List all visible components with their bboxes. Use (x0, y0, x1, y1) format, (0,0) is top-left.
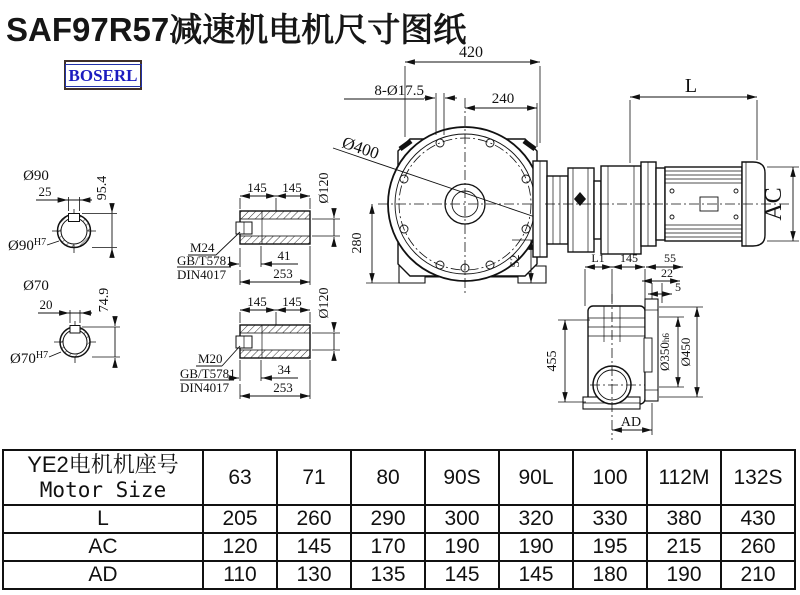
table-cell: 145 (277, 533, 351, 561)
sleeve-bottom-len-b: 145 (282, 294, 302, 309)
table-col-132S: 132S (721, 450, 795, 505)
table-cell: 260 (721, 533, 795, 561)
adapter-assembly (533, 161, 656, 257)
table-cell: 190 (647, 561, 721, 589)
table-cell: 130 (277, 561, 351, 589)
sleeve-top-view (177, 172, 340, 285)
hub70-bore-tol: H7 (35, 350, 49, 361)
side-dim-5: 5 (675, 280, 681, 294)
table-col-90S: 90S (425, 450, 499, 505)
sleeve-bottom-len-a: 145 (247, 294, 267, 309)
table-row-AC (3, 533, 795, 561)
table-cell: 210 (721, 561, 795, 589)
table-col-100: 100 (573, 450, 647, 505)
side-dim-flange-tol: h6 (661, 333, 671, 343)
table-cell: 380 (647, 505, 721, 533)
side-dim-L1: L1 (591, 251, 605, 265)
side-dim-flange (657, 333, 672, 371)
hub90-bore-text: Ø90 (8, 238, 34, 254)
sleeve-bottom-thread-label: M20 (198, 351, 223, 366)
table-cell: 330 (573, 505, 647, 533)
dim-bolt-holes-label: 8-Ø17.5 (374, 83, 424, 99)
dim-420-label: 420 (459, 44, 483, 61)
row-label-AD: AD (3, 561, 203, 589)
table-cell: 215 (647, 533, 721, 561)
table-cell: 120 (203, 533, 277, 561)
table-cell: 300 (425, 505, 499, 533)
page-title: SAF97R57减速机电机尺寸图纸 (6, 11, 467, 48)
side-dim-455: 455 (545, 350, 560, 372)
sleeve-bottom-view (180, 287, 340, 399)
sleeve-top-std-gb: GB/T5781 (177, 253, 233, 268)
sleeve-top-std-din: DIN4017 (177, 267, 227, 282)
hub90-bore-tol: H7 (33, 237, 47, 248)
side-dim-22: 22 (661, 266, 673, 280)
sleeve-top-len-a: 145 (247, 180, 267, 195)
sleeve-top-thread-label: M24 (190, 240, 215, 255)
table-cell: 180 (573, 561, 647, 589)
sleeve-bottom-total-label: 253 (273, 380, 293, 395)
table-cell: 260 (277, 505, 351, 533)
dim-52-label: 52 (507, 254, 522, 268)
hub70-label: Ø70 (23, 278, 49, 294)
table-col-63: 63 (203, 450, 277, 505)
hub90-label: Ø90 (23, 168, 49, 184)
side-dim-flange-text: Ø350 (657, 342, 672, 371)
hub90-key-width-label: 25 (38, 184, 52, 199)
dim-AC-label: AC (761, 187, 787, 221)
table-cell: 290 (351, 505, 425, 533)
table-header-en: Motor Size (39, 478, 167, 502)
sleeve-bottom-std-din: DIN4017 (180, 380, 230, 395)
table-cell: 145 (499, 561, 573, 589)
table-header-cn: YE2电机机座号 (27, 452, 179, 477)
table-col-80: 80 (351, 450, 425, 505)
table-cell: 110 (203, 561, 277, 589)
side-dim-145: 145 (620, 251, 638, 265)
table-cell: 430 (721, 505, 795, 533)
side-dim-outer: Ø450 (678, 337, 693, 367)
sleeve-bottom-depth-label: 34 (277, 362, 291, 377)
table-cell: 145 (425, 561, 499, 589)
hub70-height-label: 74.9 (97, 287, 112, 313)
table-cell: 135 (351, 561, 425, 589)
table-header-motor-size (3, 450, 203, 505)
hub90-height-label: 95.4 (95, 175, 110, 201)
table-cell: 190 (425, 533, 499, 561)
hub70-bore-label (10, 350, 48, 367)
table-cell: 320 (499, 505, 573, 533)
sleeve-top-depth-label: 41 (277, 248, 291, 263)
hub-bore-70-view (10, 278, 120, 367)
table-cell: 205 (203, 505, 277, 533)
hub-bore-90-view (8, 168, 117, 256)
table-col-90L: 90L (499, 450, 573, 505)
row-label-L: L (3, 505, 203, 533)
dim-L-label: L (684, 75, 698, 97)
dim-280-label: 280 (350, 232, 365, 254)
sleeve-top-len-b: 145 (282, 180, 302, 195)
sleeve-bottom-bore-label: Ø120 (317, 287, 332, 319)
hub70-bore-text: Ø70 (10, 351, 36, 367)
sleeve-bottom-std-gb: GB/T5781 (180, 366, 236, 381)
table-cell: 190 (499, 533, 573, 561)
table-row-AD (3, 561, 795, 589)
side-dim-55: 55 (664, 251, 676, 265)
table-cell: 195 (573, 533, 647, 561)
diameter-400-label: Ø400 (339, 132, 382, 164)
side-view (545, 251, 703, 440)
row-label-AC: AC (3, 533, 203, 561)
table-row-L (3, 505, 795, 533)
hub90-bore-label (8, 237, 46, 254)
hub70-key-width-label: 20 (39, 297, 53, 312)
brand-logo-text: BOSERL (65, 64, 142, 87)
side-dim-AD: AD (620, 415, 642, 430)
motor-size-table (2, 449, 796, 590)
dim-240-label: 240 (491, 91, 515, 107)
table-col-71: 71 (277, 450, 351, 505)
table-cell: 170 (351, 533, 425, 561)
sleeve-top-total-label: 253 (273, 266, 293, 281)
table-col-112M: 112M (647, 450, 721, 505)
sleeve-top-bore-label: Ø120 (317, 172, 332, 204)
